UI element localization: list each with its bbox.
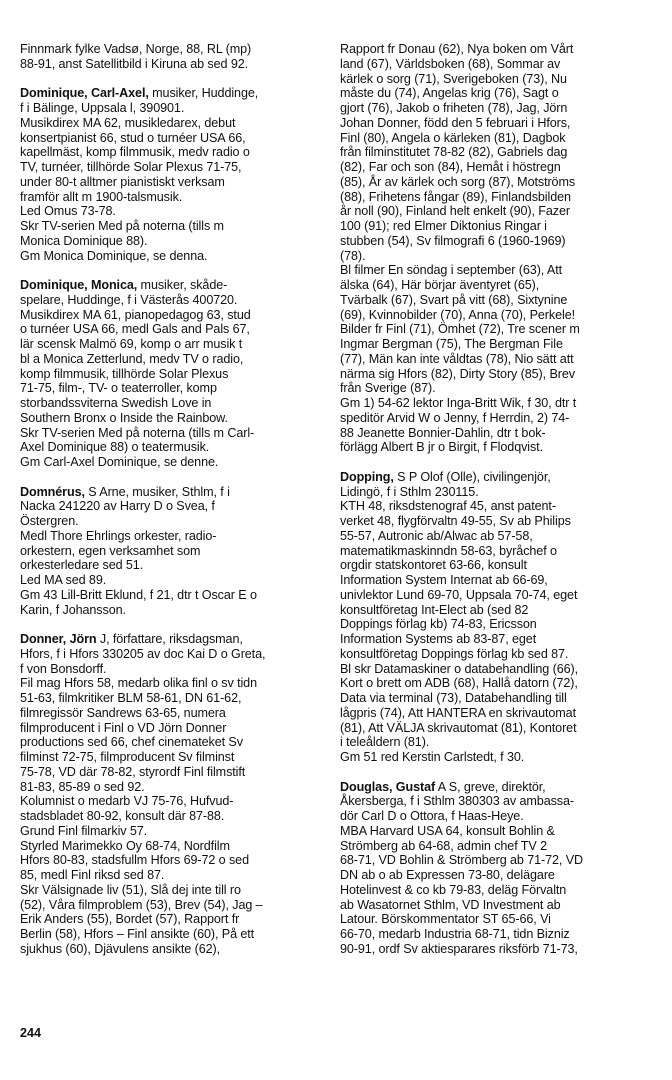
entry-line: 51-63, filmkritiker BLM 58-61, DN 61-62, [20,691,242,705]
entry [340,470,640,765]
entry [340,780,640,957]
entry-line: Gm 1) 54-62 lektor Inga-Britt Wik, f 30, dtr t [340,396,577,410]
entry-line: Karin, f Johansson. [20,602,126,617]
entry-line: Östergren. [20,514,79,528]
entry-line: speditör Arvid W o Jenny, f Herrdin, 2) 74- [340,410,570,425]
entry-line: (69), Kvinnobilder (70), Anna (70), Perkele! [340,307,576,322]
entry-line: (88), Frihetens fångar (89), Finlandsbilden [340,189,571,204]
entry-line: Strömberg ab 64-68, admin chef TV 2 [340,838,547,853]
entry-line: 88-91, anst Satellitbild i Kiruna ab sed 92. [20,56,249,71]
entry-line: 66-70, medarb Industria 68-71, tidn Bizniz [340,927,570,941]
entry-line: stadsbladet 80-92, konsult där 87-88. [20,809,225,823]
entry-first-line [20,632,320,647]
entry-line: 90-91, ordf Sv aktiesparares riksförb 71-73, [340,941,578,956]
entry-line: 81-83, 85-89 o sed 92. [20,779,145,794]
entry-line: Monica Dominique 88). [20,233,148,248]
entry-line: f von Bonsdorff. [20,661,107,676]
entry-line: dör Carl D o Ottora, f Haas-Heye. [340,809,524,823]
entry-line: orkesterledare sed 51. [20,558,144,573]
entry-line: Gm 43 Lill-Britt Eklund, f 21, dtr t Oscar E o [20,587,257,602]
entry-line: (78). [340,248,366,263]
entry-headword-rest: musiker, Huddinge, [148,86,259,101]
entry-line: 75-78, VD där 78-82, styrordf Finl filmstift [20,764,246,779]
entry [20,278,320,470]
entry-line: univlektor Lund 69-70, Uppsala 70-74, eget [340,587,578,602]
entry-line: Bl filmer En söndag i september (63), Att [340,263,562,278]
entry-headword: Dominique, Carl-Axel, [20,86,149,101]
entry [20,86,320,263]
entry-line: konsultföretag Int-Elect ab (sed 82 [340,602,529,617]
entry-line: närma sig Hfors (82), Dirty Story (85), Brev [340,366,575,381]
entry-line: från filminstitutet 78-82 (82), Gabriels dag [340,145,568,160]
entry-line: (52), Våra filmproblem (53), Brev (54), Jag – [20,897,263,912]
entry-headword-rest: S Arne, musiker, Sthlm, f i [84,484,230,499]
entry-line: Finnmark fylke Vadsø, Norge, 88, RL (mp) [20,42,252,56]
entry-line: (82), Far och son (84), Hemåt i höstregn [340,160,561,174]
entry-line: Finl (80), Angela o kärleken (81), Dagbok [340,130,566,145]
entry-line: o turnéer USA 66, medl Gals and Pals 67, [20,322,250,337]
entry-line: verket 48, flygförvaltn 49-55, Sv ab Philips [340,514,571,528]
entry [20,485,320,618]
entry-line: Tvärbalk (67), Svart på vitt (68), Sixtynine [340,292,568,307]
entry-line: 100 (91); red Elmer Diktonius Ringar i [340,219,547,233]
entry-line: spelare, Huddinge, f i Västerås 400720. [20,292,238,307]
entry-line: Musikdirex MA 62, musikledarex, debut [20,115,236,130]
entry-line: KTH 48, riksdstenograf 45, anst patent- [340,499,556,514]
entry-line: från Sverige (87). [340,381,436,396]
entry-line: f i Bälinge, Uppsala l, 390901. [20,101,185,115]
entry-line: Skr TV-serien Med på noterna (tills m [20,219,224,233]
entry-line: kapellmäst, komp filmmusik, medv radio o [20,145,250,160]
entry-line: (81), Att VÄLJA skrivautomat (81), Kontoret [340,720,577,735]
entry-line: Information System Internat ab 66-69, [340,573,548,587]
entry-headword: Donner, Jörn [20,632,97,646]
entry-line: under 80-t alltmer pianistiskt verksam [20,174,225,189]
entry-headword-rest: S P Olof (Olle), civilingenjör, [393,469,551,484]
entry-line: storbandssviterna Swedish Love in [20,396,212,410]
entry-line: Kort o brett om ADB (68), Hallå datorn (72), [340,676,578,691]
entry-line: konsultföretag Doppings förlag kb sed 87. [340,646,569,661]
entry-line: Bilder fr Finl (71), Ömhet (72), Tre scener m [340,322,580,337]
entry-headword: Douglas, Gustaf [340,779,436,794]
entry-line: Fil mag Hfors 58, medarb olika finl o sv tidn [20,676,257,691]
entry-headword: Dominique, Monica, [20,278,138,292]
entry-line: Grund Finl filmarkiv 57. [20,823,148,838]
entry-line: Skr TV-serien Med på noterna (tills m Carl- [20,425,255,440]
entry-line: Lidingö, f i Sthlm 230115. [340,484,479,499]
entry-line: Medl Thore Ehrlings orkester, radio- [20,528,217,543]
entry-line: Doppings förlag kb) 74-83, Ericsson [340,617,537,632]
entry-headword-rest: A S, greve, direktör, [435,779,546,794]
entry-first-line [20,86,320,101]
entry-line: Hotelinvest & co kb 79-83, deläg Förvaltn [340,882,567,897]
entry-line: orkestern, egen verksamhet som [20,543,201,558]
entry [340,42,640,455]
entry-line: Led MA sed 89. [20,573,107,587]
entry-line: Ingmar Bergman (75), The Bergman File [340,337,563,351]
entry-line: MBA Harvard USA 64, konsult Bohlin & [340,823,555,838]
entry-line: 85, medl Finl riksd sed 87. [20,868,165,882]
entry-headword-rest: J, författare, riksdagsman, [96,632,243,646]
entry-line: älska (64), Här börjar äventyret (65), [340,278,540,292]
entry-line: Åkersberga, f i Sthlm 380303 av ambassa- [340,794,575,809]
entry-line: lär scensk Malmö 69, komp o arr musik t [20,337,243,351]
entry [20,632,320,957]
entry-first-line [340,470,640,485]
entry-line: Gm Carl-Axel Dominique, se denne. [20,455,219,469]
entry-line: Gm Monica Dominique, se denna. [20,248,208,263]
entry-line: år noll (90), Finland helt enkelt (90), Fazer [340,204,570,219]
page-number: 244 [20,1026,42,1040]
entry-headword: Dopping, [340,469,394,484]
entry-line: Gm 51 red Kerstin Carlstedt, f 30. [340,750,525,764]
entry-line: productions sed 66, chef cinemateket Sv [20,735,243,750]
entry-line: filmregissör Sandrews 63-65, numera [20,705,226,720]
entry-line: (85), År av kärlek och sorg (87), Motströms [340,174,576,189]
entry-line: Johan Donner, född den 5 februari i Hfors, [340,115,571,130]
entry-line: Kolumnist o medarb VJ 75-76, Hufvud- [20,794,234,809]
entry-line: stubben (54), Sv filmografi 6 (1960-1969) [340,233,566,248]
entry-headword: Domnérus, [20,484,85,499]
entry-line: komp filmmusik, tillhörde Solar Plexus [20,366,229,381]
entry [20,42,320,72]
entry-line: TV, turnéer, tillhörde Solar Plexus 71-75, [20,160,242,174]
entry-line: 55-57, Autronic ab/Alwac ab 57-58, [340,528,533,543]
entry-line: sjukhus (60), Djävulens ansikte (62), [20,941,220,956]
entry-line: Hfors 80-83, stadsfullm Hfors 69-72 o sed [20,853,249,868]
entry-line: Latour. Börskommentator ST 65-66, Vi [340,912,551,927]
entry-line: bl a Monica Zetterlund, medv TV o radio, [20,351,244,366]
entry-line: filminst 72-75, filmproducent Sv filminst [20,750,235,764]
entry-line: framför allt m 1900-talsmusik. [20,189,183,204]
entry-line: Skr Välsignade liv (51), Slå dej inte till ro [20,882,241,897]
entry-line: Hfors, f i Hfors 330205 av doc Kai D o Greta, [20,646,266,661]
entry-line: matematikmaskinndn 58-63, byråchef o [340,543,557,558]
entry-line: Bl skr Datamaskiner o databehandling (66), [340,661,579,676]
entry-line: land (67), Världsboken (68), Sommar av [340,56,561,71]
entry-line: i teleåldern (81). [340,735,430,750]
entry-headword-rest: musiker, skåde- [137,278,228,292]
entry-line: måste du (74), Angelas krig (76), Sagt o [340,86,559,101]
entry-first-line [340,780,640,795]
entry-line: Berlin (58), Hfors – Finl ansikte (60), På ett [20,927,255,941]
entry-line: Rapport fr Donau (62), Nya boken om Vårt [340,42,574,56]
entry-line: Musikdirex MA 61, pianopedagog 63, stud [20,307,251,322]
entry-line: Led Omus 73-78. [20,204,116,219]
entry-line: gjort (76), Jakob o friheten (78), Jag, Jörn [340,101,568,115]
entry-first-line [20,278,320,293]
entry-line: Data via terminal (73), Databehandling till [340,691,567,705]
left-column [20,42,320,971]
entry-first-line [20,485,320,500]
entry-line: Information Systems ab 83-87, eget [340,632,537,646]
entry-line: Styrled Marimekko Oy 68-74, Nordfilm [20,838,230,853]
entry-line: ab Wasatornet Sthlm, VD Investment ab [340,897,561,912]
entry-line: filmproducent i Finl o VD Jörn Donner [20,720,227,735]
entry-line: förlägg Albert B jr o Birgit, f Flodqvist. [340,440,543,455]
entry-line: DN ab o ab Expressen 73-80, delägare [340,868,555,882]
entry-line: orgdir statskontoret 63-66, konsult [340,558,527,573]
entry-line: (77), Män kan inte våldtas (78), Nio sätt att [340,351,574,366]
entry-line: 71-75, film-, TV- o teaterroller, komp [20,381,217,396]
entry-line: lågpris (74), Att HANTERA en skrivautomat [340,705,576,720]
entry-line: Erik Anders (55), Bordet (57), Rapport fr [20,912,240,927]
entry-line: Axel Dominique 88) o teatermusik. [20,440,210,455]
entry-line: Nacka 241220 av Harry D o Svea, f [20,499,215,514]
entry-line: kärlek o sorg (71), Sverigeboken (73), Nu [340,71,567,86]
entry-line: konsertpianist 66, stud o turnéer USA 66, [20,130,246,145]
right-column [340,42,640,971]
entry-line: 68-71, VD Bohlin & Strömberg ab 71-72, VD [340,853,584,868]
entry-line: Southern Bronx o Inside the Rainbow. [20,410,228,425]
entry-line: 88 Jeanette Bonnier-Dahlin, dtr t bok- [340,425,546,440]
